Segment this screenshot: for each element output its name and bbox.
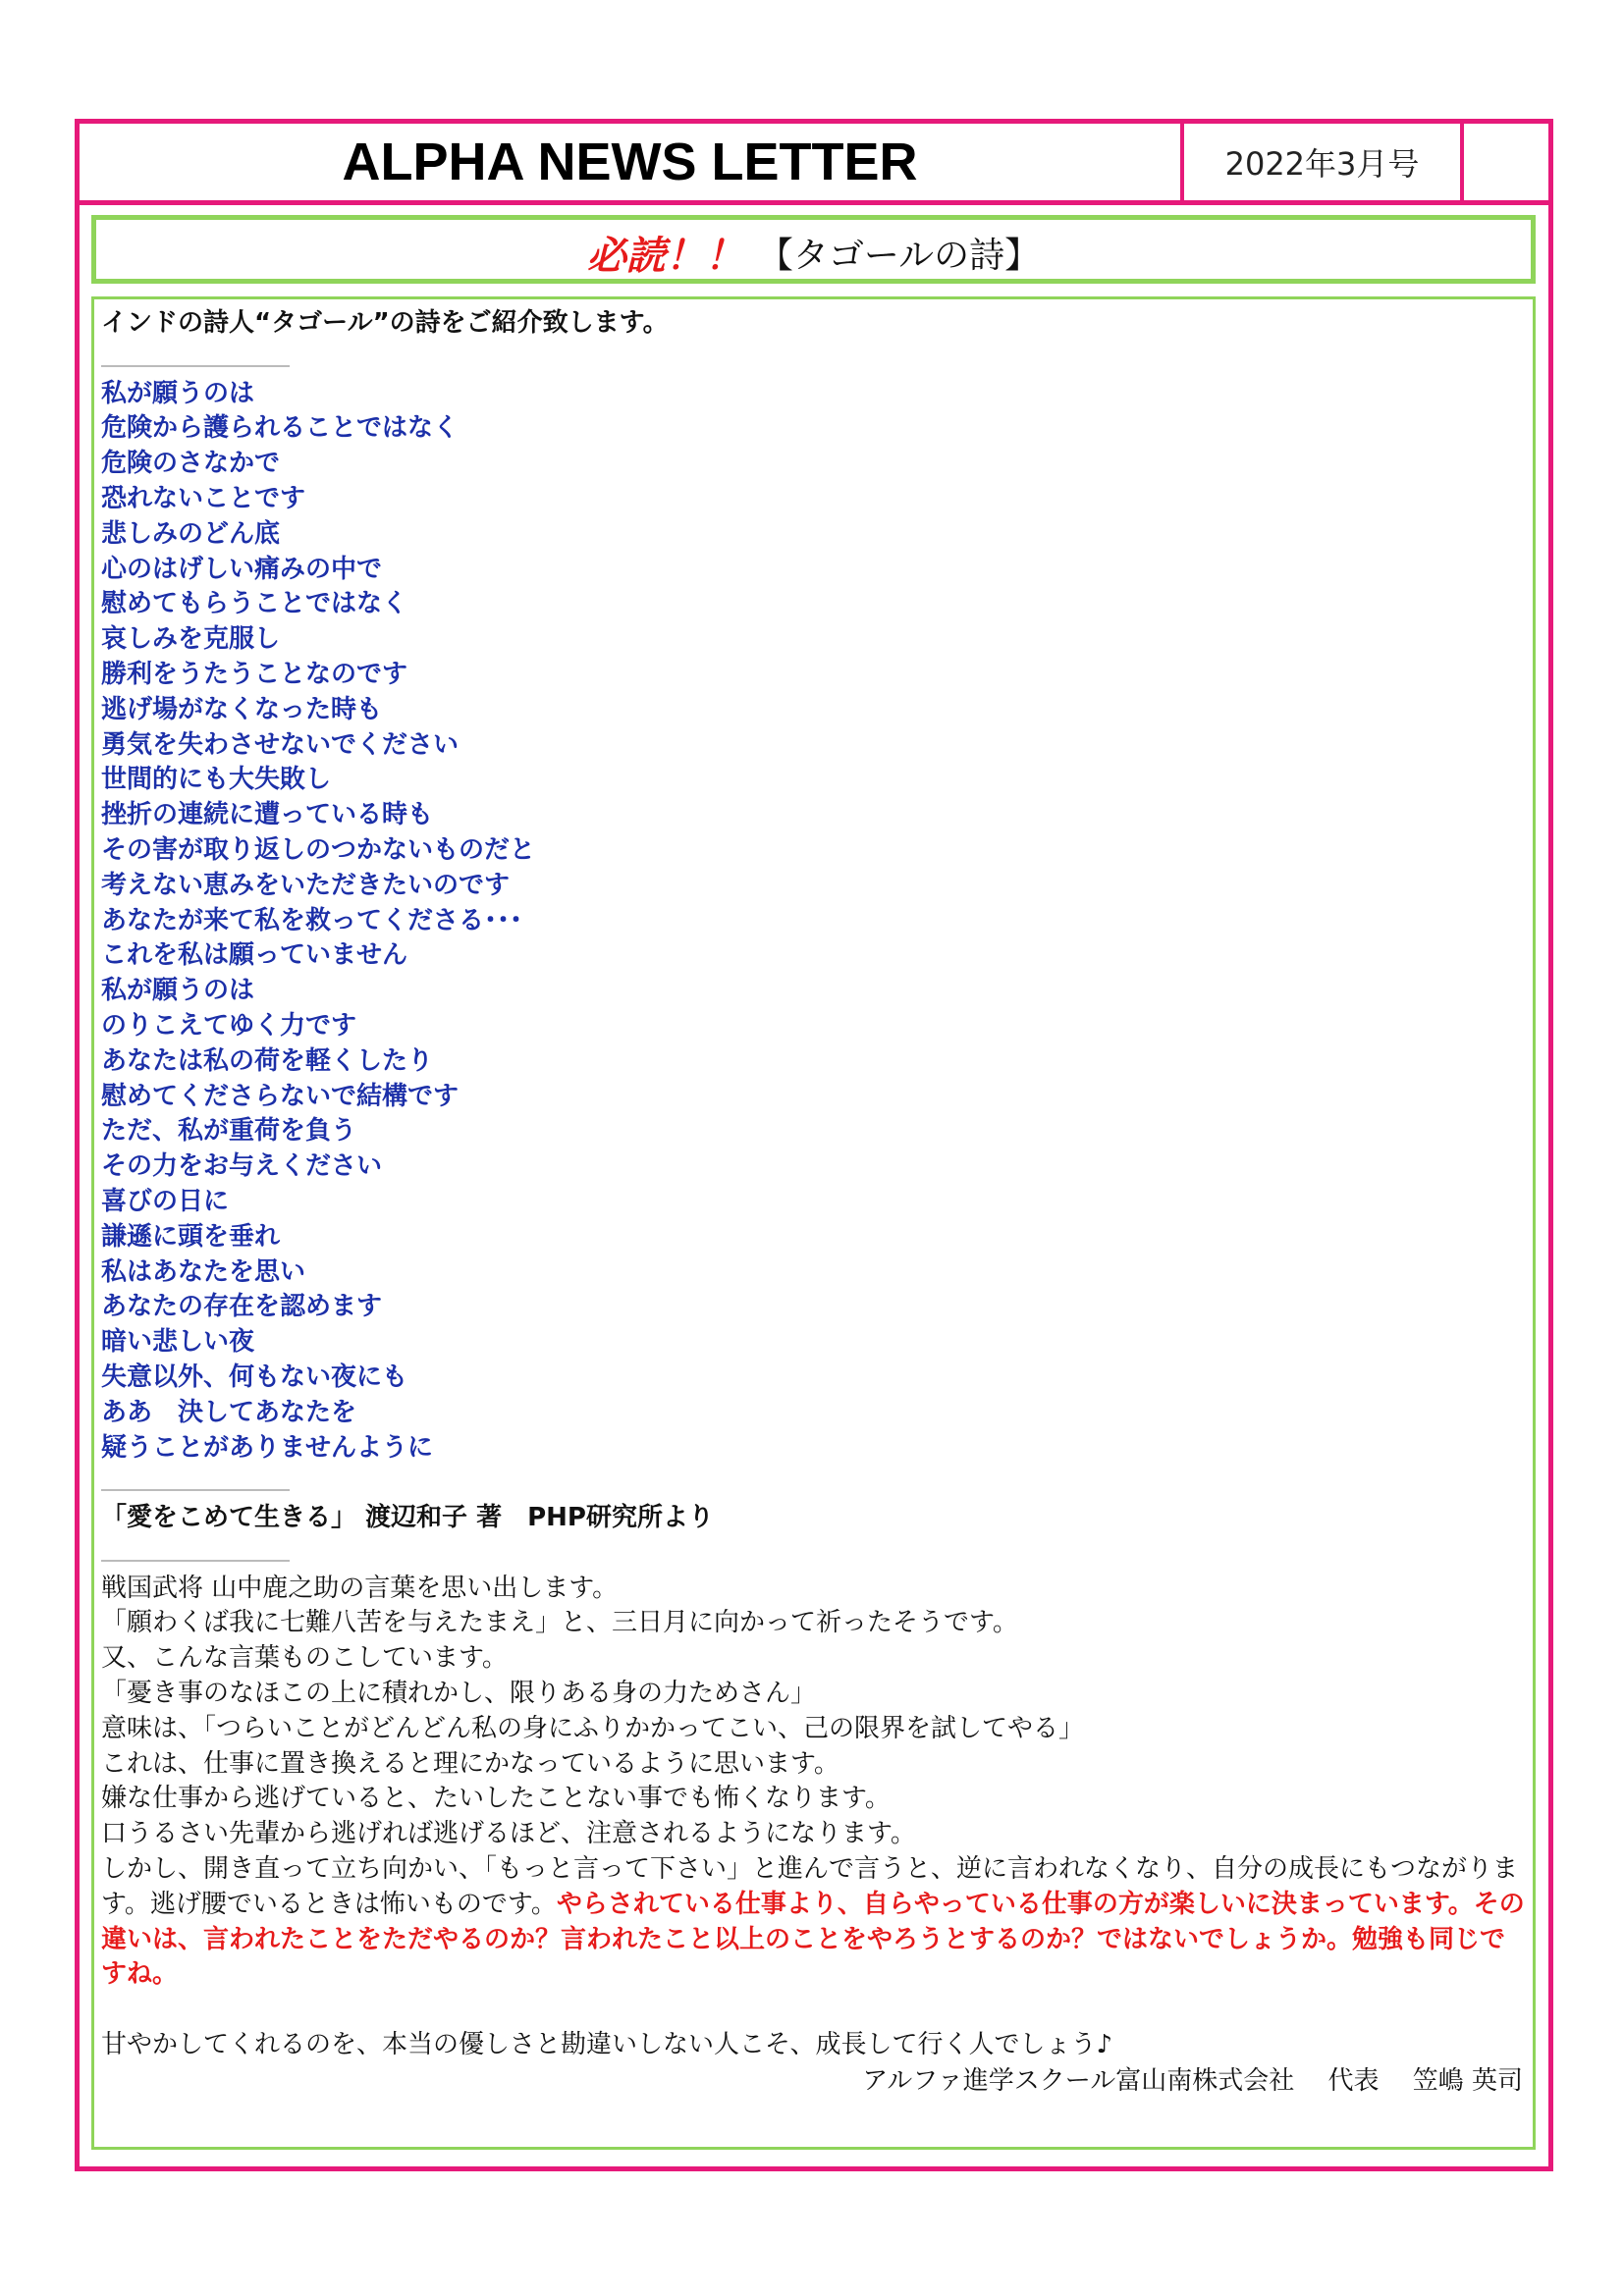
poem-line: 慰めてもらうことではなく (101, 589, 408, 619)
header-empty-cell (1464, 124, 1548, 200)
poem-line: あなたの存在を認めます (101, 1292, 383, 1322)
essay-line: 嫌な仕事から逃げていると、たいしたことない事でも怖くなります。 (101, 1784, 891, 1814)
poem (101, 377, 1527, 1467)
must-read-label: 必読！！ (586, 233, 744, 279)
essay-line: 戦国武将 山中鹿之助の言葉を思い出します。 (101, 1573, 619, 1603)
poem-line: 私が願うのは (101, 976, 255, 1006)
spacer (101, 1993, 1527, 2028)
article-body (101, 306, 1527, 2063)
topic-banner (91, 215, 1536, 284)
poem-line: 挫折の連続に遭っている時も (101, 800, 434, 830)
essay-line: 「憂き事のなほこの上に積れかし、限りある身の力ためさん」 (101, 1679, 817, 1709)
closing-text: 甘やかしてくれるのを、本当の優しさと勘違いしない人こそ、成長して行く人でしょう♪ (101, 2030, 1113, 2060)
poem-line: その力をお与えください (101, 1151, 383, 1182)
poem-line: 哀しみを克服し (101, 624, 281, 655)
poem-line: 私はあなたを思い (101, 1256, 306, 1287)
divider (101, 1466, 290, 1501)
signature: アルファ進学スクール富山南株式会社 代表 笠嶋 英司 (862, 2066, 1523, 2096)
poem-line: 考えない恵みをいただきたいのです (101, 870, 511, 900)
poem-line: 慰めてくださらないで結構です (101, 1081, 460, 1111)
intro-text: インドの詩人“タゴール”の詩をご紹介致します。 (101, 308, 669, 338)
poem-line: 私が願うのは (101, 378, 255, 408)
poem-source: 「愛をこめて生きる」 渡辺和子 著 PHP研究所より (101, 1503, 714, 1533)
poem-line: 暗い悲しい夜 (101, 1327, 255, 1358)
essay-line: 意味は、「つらいことがどんどん私の身にふりかかってこい、己の限界を試してやる」 (101, 1713, 1085, 1743)
poem-line: 逃げ場がなくなった時も (101, 694, 383, 724)
poem-line: 勇気を失わさせないでください (101, 729, 460, 760)
poem-line: 謙遜に頭を垂れ (101, 1221, 281, 1252)
divider (101, 1536, 290, 1572)
poem-line: 心のはげしい痛みの中で (101, 554, 383, 584)
newsletter-title: ALPHA NEWS LETTER (80, 124, 1184, 200)
essay-lines (101, 1572, 1527, 1852)
essay-emphasis-text: やらされている仕事より、自らやっている仕事の方が楽しいに決まっています。その違いは、言われたことをただやるのか？言われたこと以上のことをやろうとするのか？ではないでしょうか。勉強も同じですね。 (101, 1889, 1525, 1990)
poem-line: 悲しみのどん底 (101, 518, 281, 549)
poem-line: 世間的にも大失敗し (101, 765, 332, 795)
poem-line: のりこえてゆく力です (101, 1010, 357, 1041)
issue-date: 2022年3月号 (1184, 124, 1464, 200)
divider (101, 342, 290, 377)
poem-line: 勝利をうたうことなのです (101, 659, 408, 689)
poem-line: ああ 決してあなたを (101, 1397, 357, 1427)
essay-line: これは、仕事に置き換えると理にかなっているように思います。 (101, 1748, 839, 1779)
essay-paragraph (101, 1852, 1527, 1993)
essay (101, 1572, 1527, 2063)
poem-line: あなたが来て私を救ってくださる･･･ (101, 905, 523, 935)
poem-line: ただ、私が重荷を負う (101, 1116, 357, 1147)
poem-line: 失意以外、何もない夜にも (101, 1362, 408, 1392)
poem-line: 喜びの日に (101, 1186, 230, 1216)
poem-line: 疑うことがありませんように (101, 1432, 434, 1463)
poem-line: 恐れないことです (101, 483, 306, 513)
essay-line: 口うるさい先輩から逃げれば逃げるほど、注意されるようになります。 (101, 1819, 916, 1849)
poem-line: 危険のさなかで (101, 449, 281, 479)
poem-line: あなたは私の荷を軽くしたり (101, 1045, 434, 1076)
poem-line: 危険から護られることではなく (101, 413, 460, 444)
topic-label: 【タゴールの詩】 (757, 235, 1041, 276)
poem-line: これを私は願っていません (101, 940, 408, 971)
poem-line: その害が取り返しのつかないものだと (101, 834, 536, 865)
essay-paragraph-text: しかし、開き直って立ち向かい、「もっと言って下さい」と進んで言うと、逆に言われなくなり、自分の成長にもつながります。逃げ腰でいるときは怖いものです。 (101, 1854, 1519, 1919)
newsletter-header (75, 119, 1553, 205)
essay-line: 「願わくば我に七難八苦を与えたまえ」と、三日月に向かって祈ったそうです。 (101, 1608, 1018, 1638)
essay-line: 又、こんな言葉ものこしています。 (101, 1643, 508, 1674)
